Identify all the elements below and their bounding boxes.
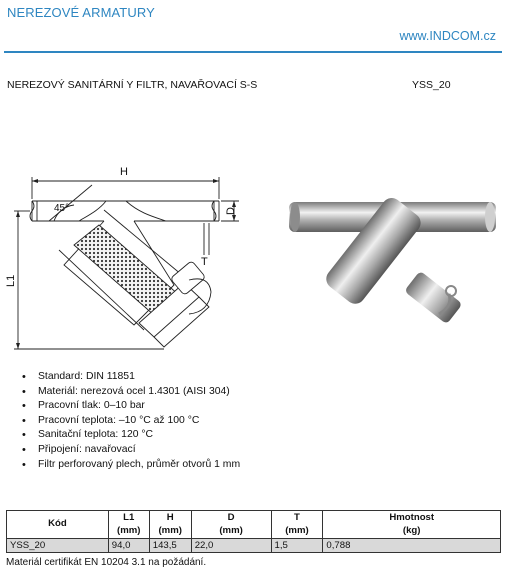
product-code: YSS_20 (412, 79, 451, 91)
parameters-table (6, 510, 501, 553)
col-header-d: D (mm) (191, 511, 271, 539)
cell-code: YSS_20 (7, 539, 109, 553)
cell-t: 1,5 (271, 539, 323, 553)
website-link[interactable]: www.INDCOM.cz (399, 29, 496, 43)
spec-item: • Sanitační teplota: 120 °C (22, 428, 240, 443)
cell-l1: 94,0 (108, 539, 149, 553)
col-header-weight: Hmotnost (kg) (323, 511, 501, 539)
label-L1: L1 (5, 274, 17, 287)
spec-item: • Připojení: navařovací (22, 443, 240, 458)
spec-item: • Materiál: nerezová ocel 1.4301 (AISI 304) (22, 385, 240, 400)
product-photo (289, 164, 496, 331)
brand-title: NEREZOVÉ ARMATURY (7, 5, 155, 20)
cell-h: 143,5 (149, 539, 191, 553)
label-H: H (120, 166, 128, 178)
spec-item: • Filtr perforovaný plech, průměr otvorů 1 mm (22, 458, 240, 473)
spec-list (22, 370, 240, 472)
spec-item: • Standard: DIN 11851 (22, 370, 240, 385)
col-header-h: H (mm) (149, 511, 191, 539)
technical-drawing (4, 155, 254, 355)
cell-d: 22,0 (191, 539, 271, 553)
col-header-code: Kód (7, 511, 109, 539)
col-header-t: T (mm) (271, 511, 323, 539)
product-title: NEREZOVÝ SANITÁRNÍ Y FILTR, NAVAŘOVACÍ S-S (7, 79, 258, 91)
col-header-l1: L1 (mm) (108, 511, 149, 539)
label-T: T (201, 256, 208, 268)
label-D: D (225, 207, 237, 215)
header-divider (4, 51, 502, 53)
table-header-row (7, 511, 501, 539)
label-angle: 45° (54, 203, 70, 214)
spec-item: • Pracovní teplota: –10 °C až 100 °C (22, 414, 240, 429)
certificate-note: Materiál certifikát EN 10204 3.1 na požádání. (6, 557, 207, 568)
spec-item: • Pracovní tlak: 0–10 bar (22, 399, 240, 414)
table-row (7, 539, 501, 553)
cell-weight: 0,788 (323, 539, 501, 553)
